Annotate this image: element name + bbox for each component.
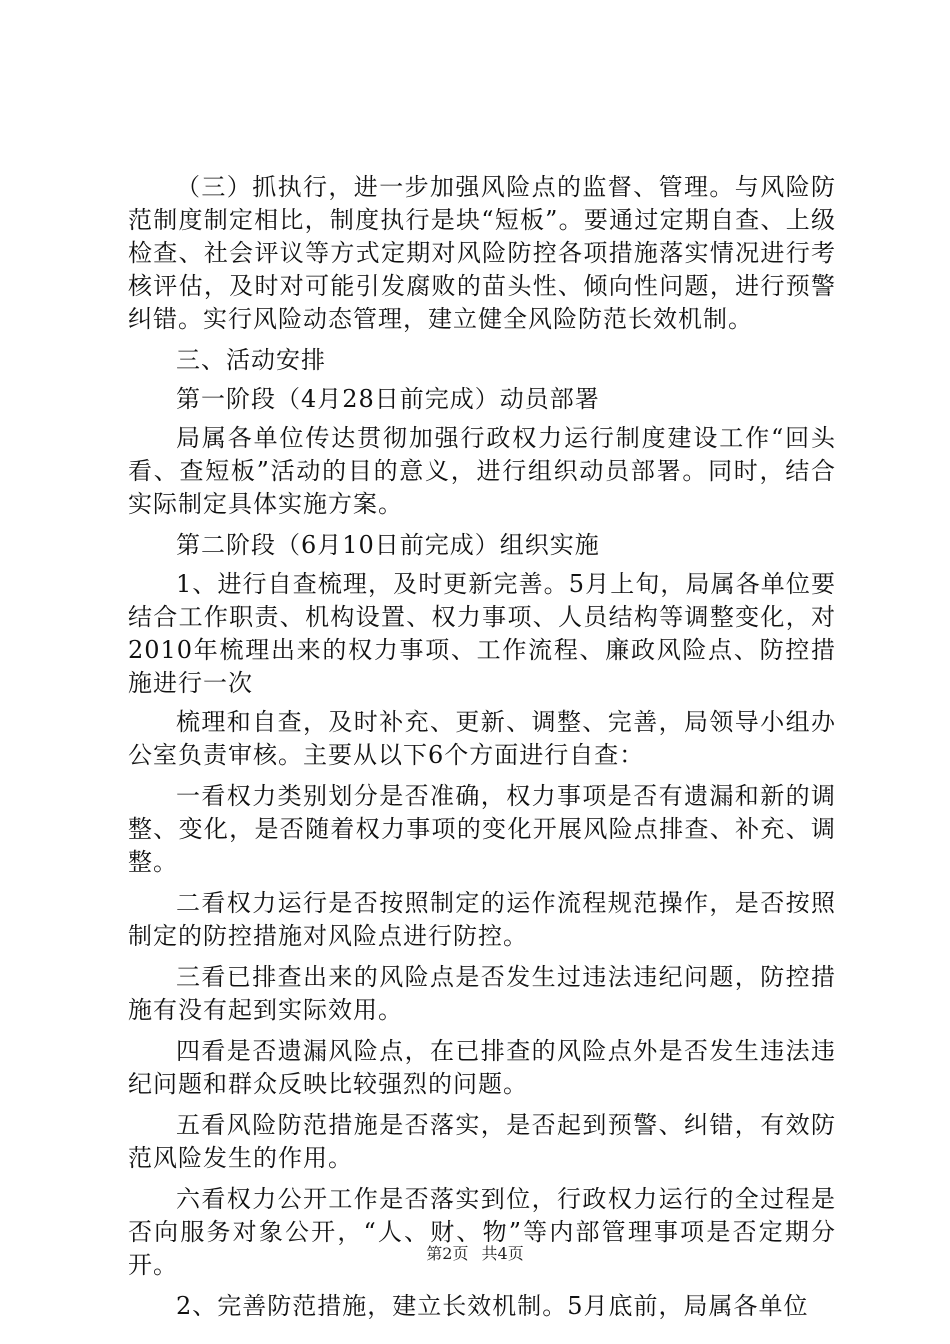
section-heading-arrangement: 三、活动安排 [176,346,326,374]
paragraph-self-check: 1、进行自查梳理，及时更新完善。5月上旬，局属各单位要结合工作职责、机构设置、权力事项、人员结构等调整变化，对2010年梳理出来的权力事项、工作流程、廉政风险点、防控措施进行一次 [128,570,836,697]
paragraph-check-two: 二看权力运行是否按照制定的运作流程规范操作，是否按照制定的防控措施对风险点进行防控。 [128,889,836,950]
paragraph-check-three: 三看已排查出来的风险点是否发生过违法违纪问题，防控措施有没有起到实际效用。 [128,963,836,1024]
paragraph-check-four: 四看是否遗漏风险点，在已排查的风险点外是否发生违法违纪问题和群众反映比较强烈的问题。 [128,1037,836,1098]
paragraph-check-five: 五看风险防范措施是否落实，是否起到预警、纠错，有效防范风险发生的作用。 [128,1111,836,1172]
page-number: 第2页 [426,1244,469,1263]
paragraph-stage-one: 局属各单位传达贯彻加强行政权力运行制度建设工作“回头看、查短板”活动的目的意义，进行组织动员部署。同时，结合实际制定具体实施方案。 [128,424,836,518]
paragraph-review: 梳理和自查，及时补充、更新、调整、完善，局领导小组办公室负责审核。主要从以下6个方面进行自查： [128,708,836,769]
paragraph-check-six: 六看权力公开工作是否落实到位，行政权力运行的全过程是否向服务对象公开，“人、财、物”等内部管理事项是否定期分开。 [128,1185,836,1279]
paragraph-improve-measures: 2、完善防范措施，建立长效机制。5月底前，局属各单位 [176,1292,809,1320]
page-footer [0,1241,950,1264]
stage-two-heading: 第二阶段（6月10日前完成）组织实施 [176,531,600,559]
paragraph-enforcement: （三）抓执行，进一步加强风险点的监督、管理。与风险防范制度制定相比，制度执行是块“短板”。要通过定期自查、上级检查、社会评议等方式定期对风险防控各项措施落实情况进行考核评估，及时对可能引发腐败的苗头性、倾向性问题，进行预警纠错。实行风险动态管理，建立健全风险防范长效机制。 [128,173,836,333]
stage-one-heading: 第一阶段（4月28日前完成）动员部署 [176,385,600,413]
document-body [128,171,836,1331]
paragraph-check-one: 一看权力类别划分是否准确，权力事项是否有遗漏和新的调整、变化，是否随着权力事项的变化开展风险点排查、补充、调整。 [128,782,836,876]
page-total: 共4页 [481,1244,524,1263]
